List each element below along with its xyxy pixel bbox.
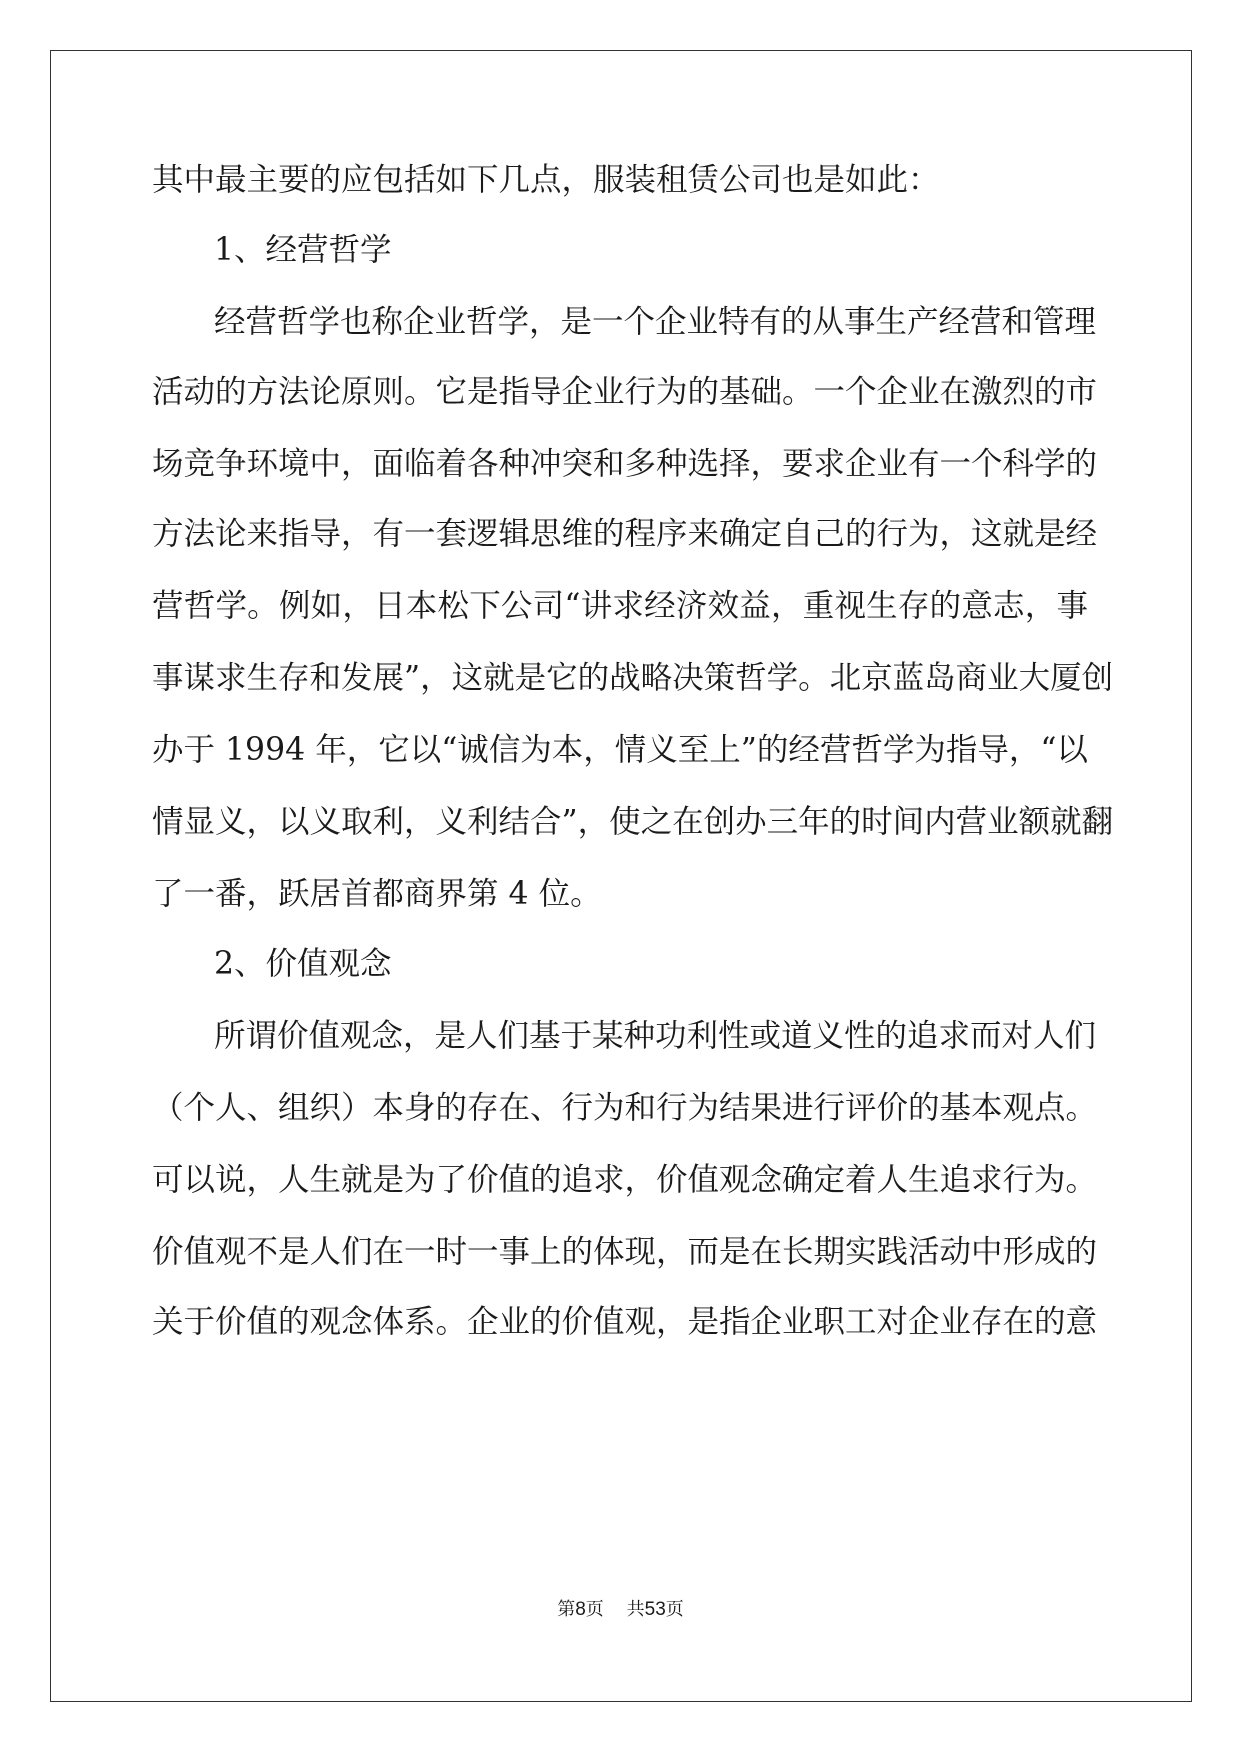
footer-total-suffix: 页 bbox=[665, 1599, 684, 1620]
current-page-number: 8 bbox=[575, 1599, 586, 1620]
footer-page-suffix: 页 bbox=[585, 1599, 604, 1620]
footer-prefix: 第 bbox=[557, 1599, 576, 1620]
paragraph-line: 营哲学。例如，日本松下公司“讲求经济效益，重视生存的意志，事 bbox=[152, 588, 1088, 624]
paragraph-line: 活动的方法论原则。它是指导企业行为的基础。一个企业在激烈的市 bbox=[152, 374, 1098, 410]
paragraph-line: 所谓价值观念，是人们基于某种功利性或道义性的追求而对人们 bbox=[214, 1018, 1097, 1054]
page-footer bbox=[0, 1598, 1241, 1622]
paragraph-line: 事谋求生存和发展”，这就是它的战略决策哲学。北京蓝岛商业大厦创 bbox=[152, 660, 1114, 696]
total-page-number: 53 bbox=[644, 1599, 666, 1620]
paragraph-line: （个人、组织）本身的存在、行为和行为结果进行评价的基本观点。 bbox=[152, 1090, 1098, 1126]
paragraph-line: 了一番，跃居首都商界第 4 位。 bbox=[152, 876, 602, 912]
paragraph-line: 场竞争环境中，面临着各种冲突和多种选择，要求企业有一个科学的 bbox=[152, 446, 1098, 482]
section-heading: 1、经营哲学 bbox=[214, 232, 392, 268]
paragraph-line: 价值观不是人们在一时一事上的体现，而是在长期实践活动中形成的 bbox=[152, 1234, 1098, 1270]
paragraph-line: 办于 1994 年，它以“诚信为本，情义至上”的经营哲学为指导，“以 bbox=[152, 732, 1089, 768]
paragraph-line: 其中最主要的应包括如下几点，服装租赁公司也是如此： bbox=[152, 162, 940, 198]
footer-total-prefix: 共 bbox=[626, 1599, 645, 1620]
paragraph-line: 情显义，以义取利，义利结合”，使之在创办三年的时间内营业额就翻 bbox=[152, 804, 1114, 840]
paragraph-line: 关于价值的观念体系。企业的价值观，是指企业职工对企业存在的意 bbox=[152, 1304, 1098, 1340]
paragraph-line: 可以说，人生就是为了价值的追求，价值观念确定着人生追求行为。 bbox=[152, 1162, 1098, 1198]
paragraph-line: 方法论来指导，有一套逻辑思维的程序来确定自己的行为，这就是经 bbox=[152, 516, 1098, 552]
paragraph-line: 经营哲学也称企业哲学，是一个企业特有的从事生产经营和管理 bbox=[214, 304, 1097, 340]
section-heading: 2、价值观念 bbox=[214, 946, 392, 982]
